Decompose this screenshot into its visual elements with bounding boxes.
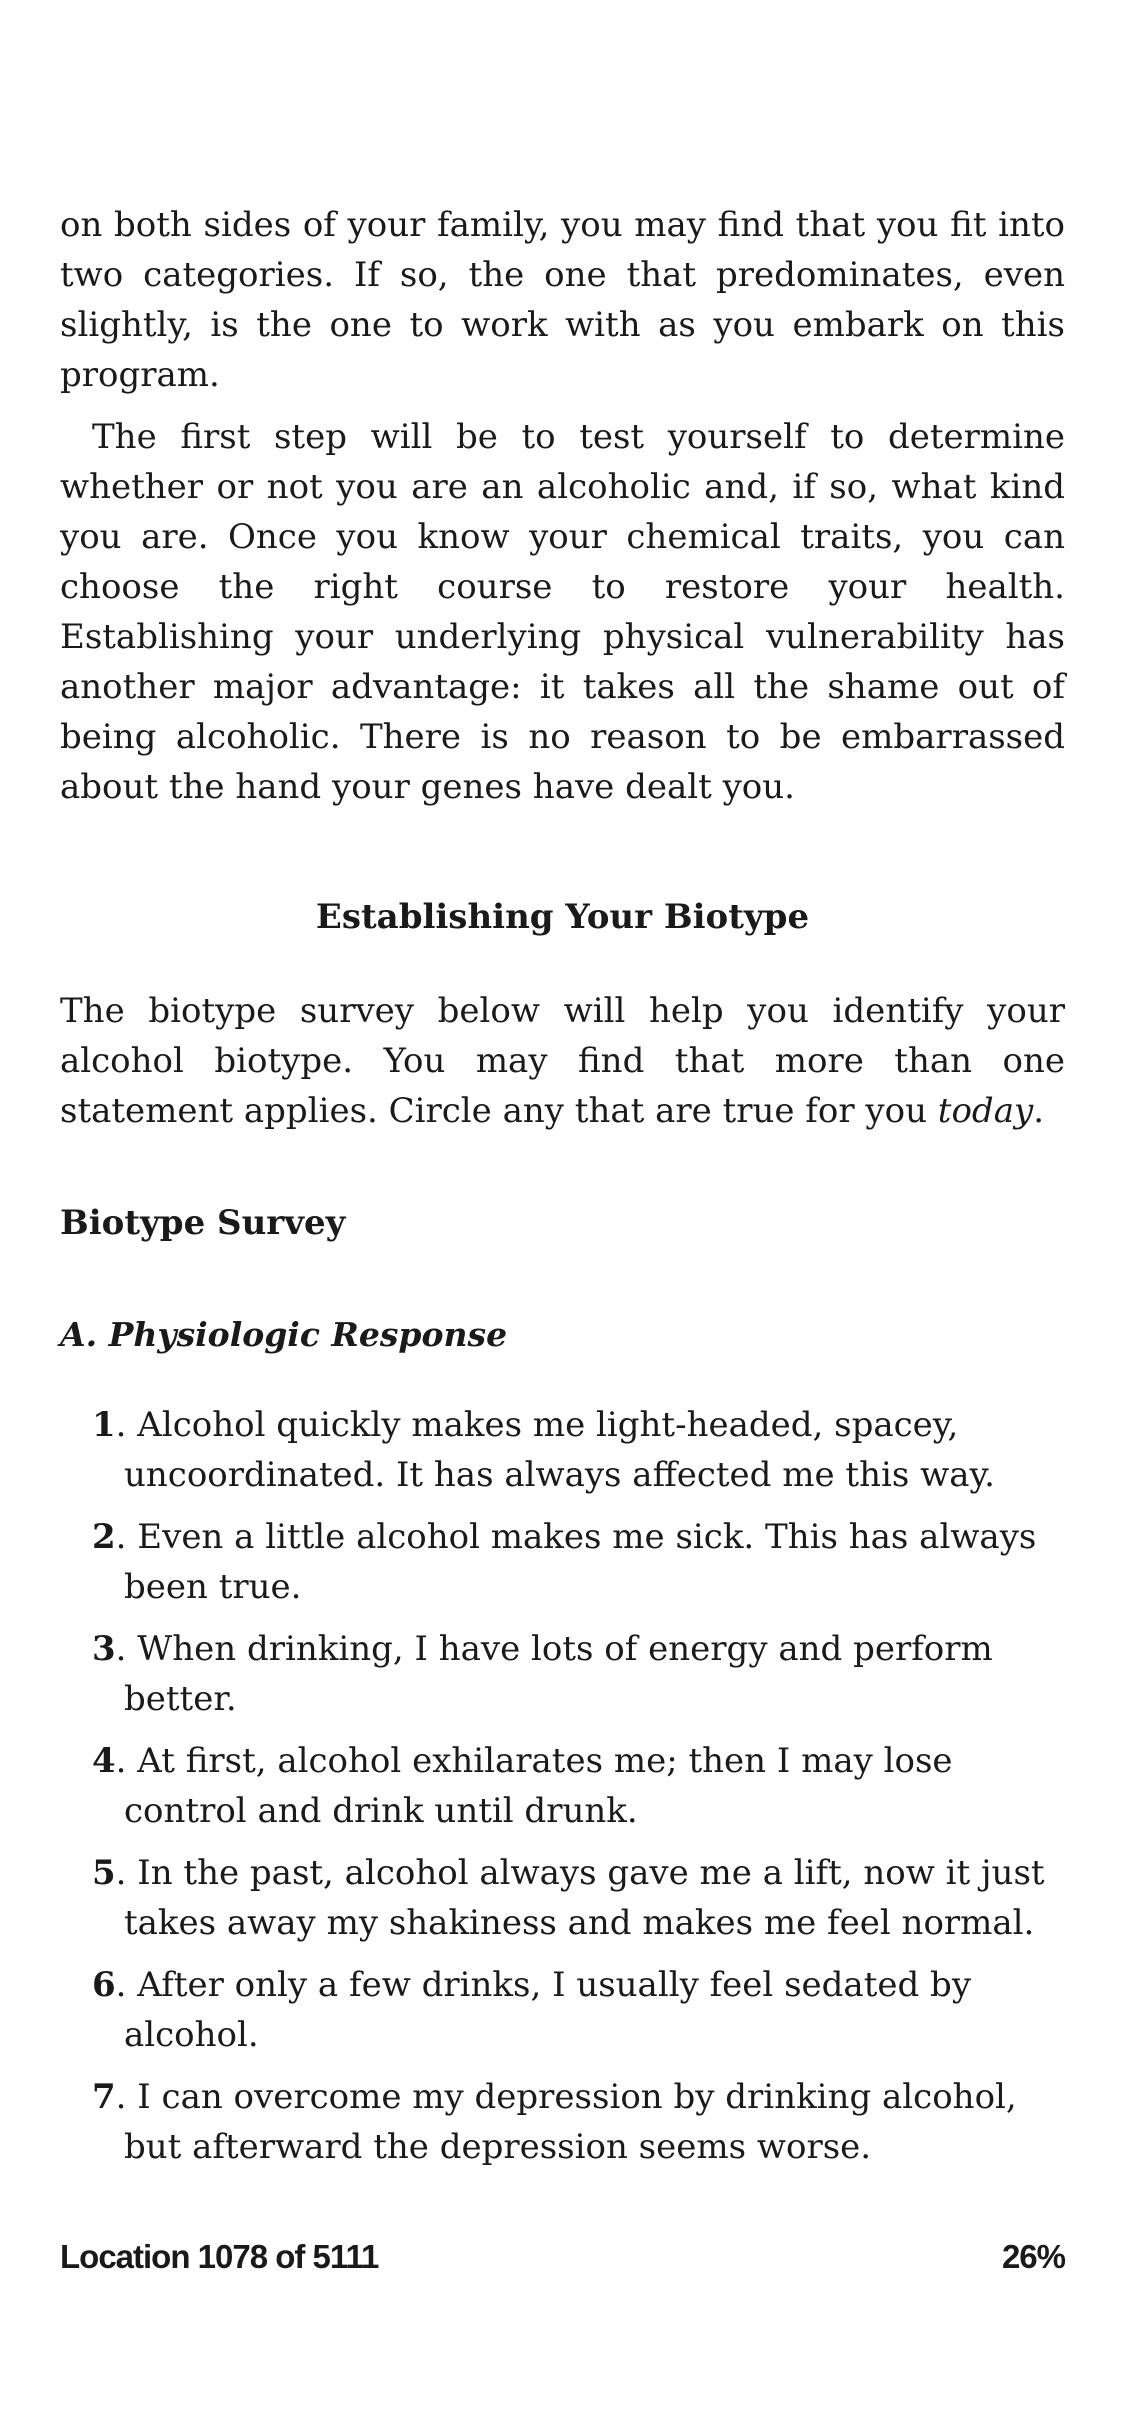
intro-end: . — [1033, 1091, 1044, 1131]
body-paragraph: on both sides of your family, you may find that you fit into two categories. If so, the one that predominates, even slightly, is the one to work with as you embark on this program. — [60, 205, 1065, 395]
survey-item — [92, 2072, 1054, 2172]
item-text: . Even a little alcohol makes me sick. This has always been true. — [115, 1517, 1037, 1607]
item-number: 1 — [92, 1405, 116, 1445]
survey-item — [92, 1960, 1054, 2060]
survey-item — [92, 1848, 1054, 1948]
section-heading: Establishing Your Biotype — [315, 897, 810, 937]
item-text: . Alcohol quickly makes me light-headed, spacey, uncoordinated. It has always affected me this way. — [115, 1405, 995, 1495]
survey-item — [92, 1624, 1054, 1724]
location-indicator[interactable]: Location 1078 of 5111 — [60, 2238, 379, 2275]
progress-percent: 26% — [1001, 2238, 1065, 2275]
subsection-heading: A. Physiologic Response — [60, 1315, 508, 1354]
intro-emphasis: today — [937, 1091, 1034, 1131]
item-number: 3 — [92, 1629, 116, 1669]
intro-text: The biotype survey below will help you identify your alcohol biotype. You may find that more than one statement applies. Circle any that are true for you — [60, 991, 1065, 1131]
item-text: . I can overcome my depression by drinking alcohol, but afterward the depression seems worse. — [115, 2077, 1017, 2167]
item-text: . At first, alcohol exhilarates me; then I may lose control and drink until drunk. — [115, 1741, 953, 1831]
survey-list — [60, 1400, 1065, 2172]
body-paragraph: The first step will be to test yourself to determine whether or not you are an alcoholic and, if so, what kind you are. Once you know your chemical traits, you can choose the right course to restore your health. Establishing your underlying physical vulnerability has another major advantage: it takes all the shame out of being alcoholic. There is no reason to be embarrassed about the hand your genes have dealt you. — [60, 417, 1065, 807]
item-number: 6 — [92, 1965, 116, 2005]
survey-heading: Biotype Survey — [60, 1203, 346, 1243]
survey-item — [92, 1400, 1054, 1500]
item-text: . After only a few drinks, I usually feel sedated by alcohol. — [115, 1965, 972, 2055]
item-number: 4 — [92, 1741, 116, 1781]
survey-item — [92, 1512, 1054, 1612]
item-number: 5 — [92, 1853, 116, 1893]
reading-page[interactable] — [60, 200, 1065, 2184]
item-text: . When drinking, I have lots of energy and perform better. — [115, 1629, 993, 1719]
item-number: 2 — [92, 1517, 116, 1557]
item-text: . In the past, alcohol always gave me a lift, now it just takes away my shakiness and makes me feel normal. — [115, 1853, 1045, 1943]
item-number: 7 — [92, 2077, 116, 2117]
reader-footer — [60, 2232, 1065, 2282]
survey-item — [92, 1736, 1054, 1836]
intro-paragraph — [60, 986, 1065, 1136]
